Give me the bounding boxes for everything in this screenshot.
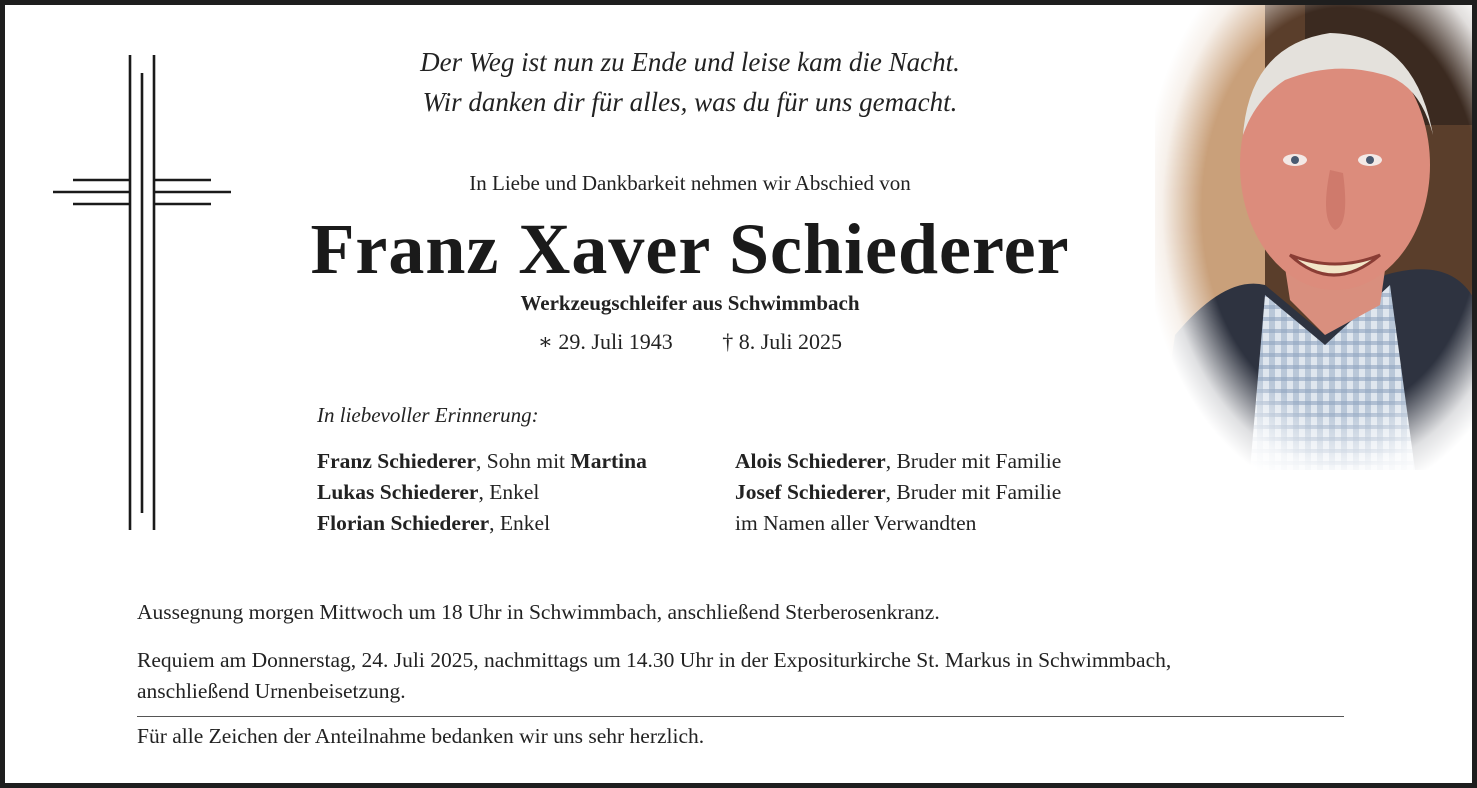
- family-member: im Namen aller Verwandten: [735, 511, 977, 535]
- requiem-notice-line-2: anschließend Urnenbeisetzung.: [137, 679, 406, 703]
- memory-heading: In liebevoller Erinnerung:: [317, 403, 539, 427]
- deceased-name: Franz Xaver Schiederer: [310, 209, 1070, 289]
- life-dates: [335, 329, 1045, 355]
- portrait-photo: [1155, 5, 1477, 470]
- intro-text: In Liebe und Dankbarkeit nehmen wir Abschied von: [469, 171, 911, 195]
- divider: [137, 716, 1344, 717]
- family-member: Lukas Schiederer, Enkel: [317, 480, 540, 504]
- cross-icon: [53, 53, 233, 533]
- blessing-notice: Aussegnung morgen Mittwoch um 18 Uhr in Schwimmbach, anschließend Sterberosenkranz.: [137, 600, 940, 624]
- birth-date: ∗ 29. Juli 1943: [537, 329, 673, 354]
- family-member: Alois Schiederer, Bruder mit Familie: [735, 449, 1062, 473]
- thanks-notice: Für alle Zeichen der Anteilnahme bedanken wir uns sehr herzlich.: [137, 724, 705, 748]
- motto-line-2: Wir danken dir für alles, was du für uns gemacht.: [422, 87, 958, 117]
- family-member: Josef Schiederer, Bruder mit Familie: [735, 480, 1062, 504]
- family-member: Florian Schiederer, Enkel: [317, 511, 551, 535]
- family-member: Franz Schiederer, Sohn mit Martina: [317, 449, 647, 473]
- death-date: † 8. Juli 2025: [722, 329, 843, 354]
- occupation: Werkzeugschleifer aus Schwimmbach: [520, 291, 860, 315]
- motto-line-1: Der Weg ist nun zu Ende und leise kam die Nacht.: [420, 47, 960, 77]
- requiem-notice-line-1: Requiem am Donnerstag, 24. Juli 2025, nachmittags um 14.30 Uhr in der Expositurkirche St. Markus in Schwimmbach,: [137, 648, 1172, 672]
